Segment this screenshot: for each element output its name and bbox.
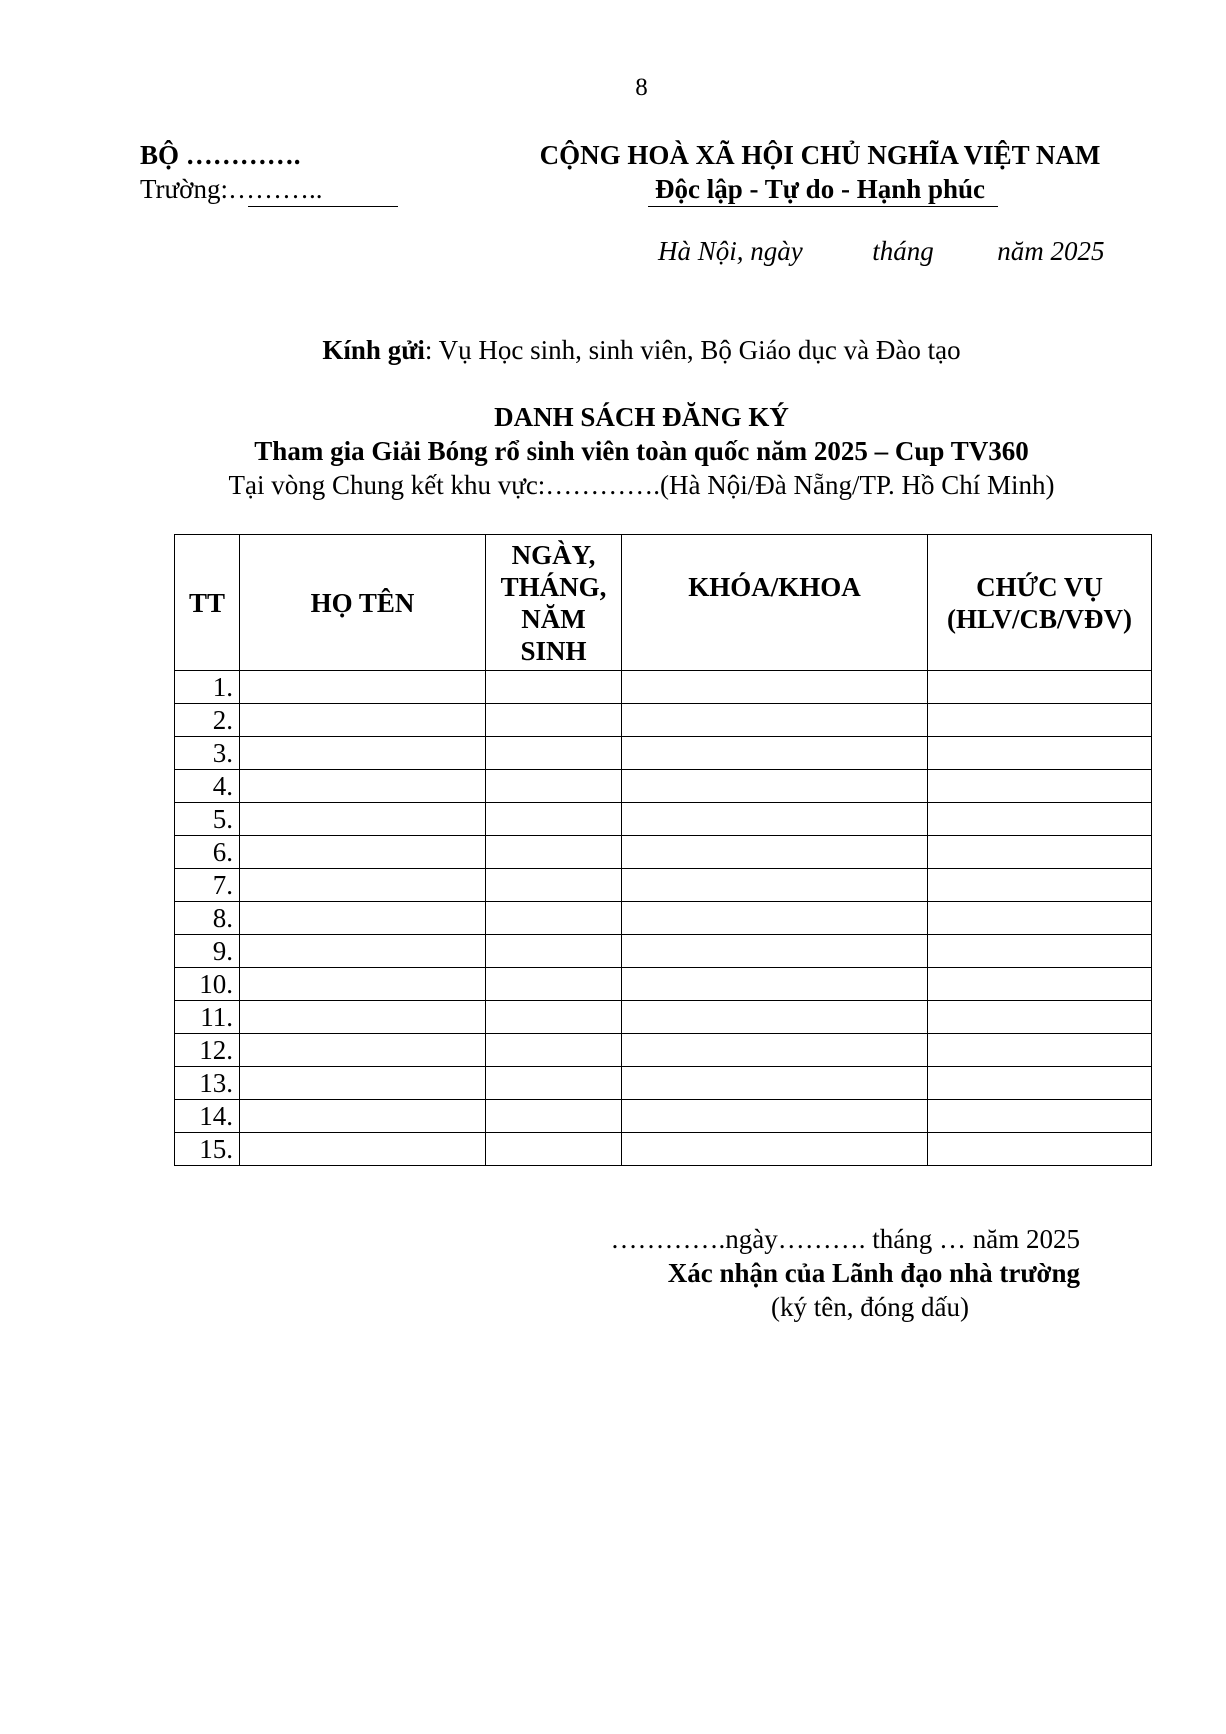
sign-note: (ký tên, đóng dấu) <box>771 1292 969 1322</box>
table-row <box>175 935 1152 968</box>
faculty-cell[interactable] <box>622 671 928 704</box>
name-cell[interactable] <box>240 1001 486 1034</box>
header-role-line: (HLV/CB/VĐV) <box>946 604 1133 634</box>
dob-cell[interactable] <box>486 1133 622 1166</box>
dob-cell[interactable] <box>486 935 622 968</box>
motto-underline <box>648 206 998 207</box>
recipient-line <box>0 335 1226 366</box>
dob-cell[interactable] <box>486 671 622 704</box>
table-row <box>175 770 1152 803</box>
table-row <box>175 1034 1152 1067</box>
dob-cell[interactable] <box>486 737 622 770</box>
year-label: năm 2025 <box>997 236 1105 266</box>
table-row <box>175 704 1152 737</box>
footer-date-line: ………….ngày………. tháng … năm 2025 <box>610 1224 1080 1254</box>
table-row <box>175 1100 1152 1133</box>
row-number: 1. <box>175 671 240 704</box>
name-cell[interactable] <box>240 935 486 968</box>
place-day: Hà Nội, ngày <box>658 236 803 266</box>
school-underline <box>248 206 398 207</box>
row-number: 14. <box>175 1100 240 1133</box>
faculty-cell[interactable] <box>622 704 928 737</box>
header-dob-line: NGÀY, <box>511 539 596 570</box>
row-number: 9. <box>175 935 240 968</box>
name-cell[interactable] <box>240 704 486 737</box>
row-number: 13. <box>175 1067 240 1100</box>
role-cell[interactable] <box>928 803 1152 836</box>
national-motto: Độc lập - Tự do - Hạnh phúc <box>654 174 986 204</box>
role-cell[interactable] <box>928 935 1152 968</box>
table-row <box>175 869 1152 902</box>
header-dob-line: SINH <box>520 635 587 666</box>
role-cell[interactable] <box>928 737 1152 770</box>
role-cell[interactable] <box>928 671 1152 704</box>
issuer-block <box>140 138 322 206</box>
table-row <box>175 968 1152 1001</box>
national-header <box>520 138 1120 206</box>
signature-block <box>560 1222 1080 1324</box>
row-number: 11. <box>175 1001 240 1034</box>
confirmation-title: Xác nhận của Lãnh đạo nhà trường <box>667 1258 1080 1288</box>
school-line: Trường:……….. <box>140 174 323 204</box>
name-cell[interactable] <box>240 1067 486 1100</box>
table-row <box>175 1133 1152 1166</box>
region-line: Tại vòng Chung kết khu vực:………….(Hà Nội/Đà Nẵng/TP. Hồ Chí Minh) <box>228 470 1055 500</box>
table-row <box>175 671 1152 704</box>
role-cell[interactable] <box>928 836 1152 869</box>
role-cell[interactable] <box>928 1001 1152 1034</box>
row-number: 12. <box>175 1034 240 1067</box>
row-number: 4. <box>175 770 240 803</box>
table-row <box>175 902 1152 935</box>
header-dob <box>486 535 622 671</box>
name-cell[interactable] <box>240 968 486 1001</box>
name-cell[interactable] <box>240 1034 486 1067</box>
dob-cell[interactable] <box>486 1001 622 1034</box>
row-number: 5. <box>175 803 240 836</box>
dob-cell[interactable] <box>486 1100 622 1133</box>
faculty-cell[interactable] <box>622 803 928 836</box>
row-number: 7. <box>175 869 240 902</box>
row-number: 2. <box>175 704 240 737</box>
header-tt: TT <box>175 535 240 671</box>
month-label: tháng <box>872 236 934 266</box>
page-number: 8 <box>635 74 648 101</box>
dob-cell[interactable] <box>486 803 622 836</box>
recipient-label: Kính gửi <box>322 335 425 365</box>
name-cell[interactable] <box>240 737 486 770</box>
role-cell[interactable] <box>928 770 1152 803</box>
name-cell[interactable] <box>240 869 486 902</box>
role-cell[interactable] <box>928 1034 1152 1067</box>
name-cell[interactable] <box>240 902 486 935</box>
header-role-line: CHỨC VỤ <box>976 572 1103 602</box>
document-subtitle: Tham gia Giải Bóng rổ sinh viên toàn quốc năm 2025 – Cup TV360 <box>254 436 1029 466</box>
dob-cell[interactable] <box>486 902 622 935</box>
dob-cell[interactable] <box>486 1067 622 1100</box>
row-number: 10. <box>175 968 240 1001</box>
faculty-cell[interactable] <box>622 935 928 968</box>
row-number: 8. <box>175 902 240 935</box>
table-row <box>175 1001 1152 1034</box>
faculty-cell[interactable] <box>622 1100 928 1133</box>
ministry-line: BỘ …………. <box>140 140 301 170</box>
row-number: 3. <box>175 737 240 770</box>
dob-cell[interactable] <box>486 968 622 1001</box>
table-row <box>175 737 1152 770</box>
faculty-cell[interactable] <box>622 737 928 770</box>
faculty-cell[interactable] <box>622 1067 928 1100</box>
row-number: 15. <box>175 1133 240 1166</box>
header-name: HỌ TÊN <box>240 535 486 671</box>
document-title: DANH SÁCH ĐĂNG KÝ <box>494 402 789 432</box>
faculty-cell[interactable] <box>622 968 928 1001</box>
name-cell[interactable] <box>240 671 486 704</box>
place-date-line <box>658 236 1105 267</box>
faculty-cell[interactable] <box>622 836 928 869</box>
name-cell[interactable] <box>240 1133 486 1166</box>
table-row <box>175 1067 1152 1100</box>
faculty-cell[interactable] <box>622 770 928 803</box>
role-cell[interactable] <box>928 1100 1152 1133</box>
dob-cell[interactable] <box>486 770 622 803</box>
country-name: CỘNG HOÀ XÃ HỘI CHỦ NGHĨA VIỆT NAM <box>539 140 1101 170</box>
role-cell[interactable] <box>928 968 1152 1001</box>
role-cell[interactable] <box>928 704 1152 737</box>
role-cell[interactable] <box>928 1067 1152 1100</box>
name-cell[interactable] <box>240 1100 486 1133</box>
name-cell[interactable] <box>240 836 486 869</box>
faculty-cell[interactable] <box>622 869 928 902</box>
dob-cell[interactable] <box>486 869 622 902</box>
table-row <box>175 803 1152 836</box>
faculty-cell[interactable] <box>622 1001 928 1034</box>
role-cell[interactable] <box>928 1133 1152 1166</box>
header-role <box>928 535 1152 671</box>
faculty-cell[interactable] <box>622 1133 928 1166</box>
recipient-text: : Vụ Học sinh, sinh viên, Bộ Giáo dục và Đào tạo <box>424 335 961 365</box>
dob-cell[interactable] <box>486 836 622 869</box>
header-dob-line: THÁNG, <box>500 571 607 602</box>
role-cell[interactable] <box>928 902 1152 935</box>
name-cell[interactable] <box>240 803 486 836</box>
dob-cell[interactable] <box>486 704 622 737</box>
header-dob-line: NĂM <box>521 603 586 634</box>
header-faculty: KHÓA/KHOA <box>622 535 928 671</box>
table-row <box>175 836 1152 869</box>
role-cell[interactable] <box>928 869 1152 902</box>
faculty-cell[interactable] <box>622 1034 928 1067</box>
registration-table <box>174 534 1152 1166</box>
name-cell[interactable] <box>240 770 486 803</box>
dob-cell[interactable] <box>486 1034 622 1067</box>
row-number: 6. <box>175 836 240 869</box>
faculty-cell[interactable] <box>622 902 928 935</box>
document-title-block <box>0 400 1226 502</box>
